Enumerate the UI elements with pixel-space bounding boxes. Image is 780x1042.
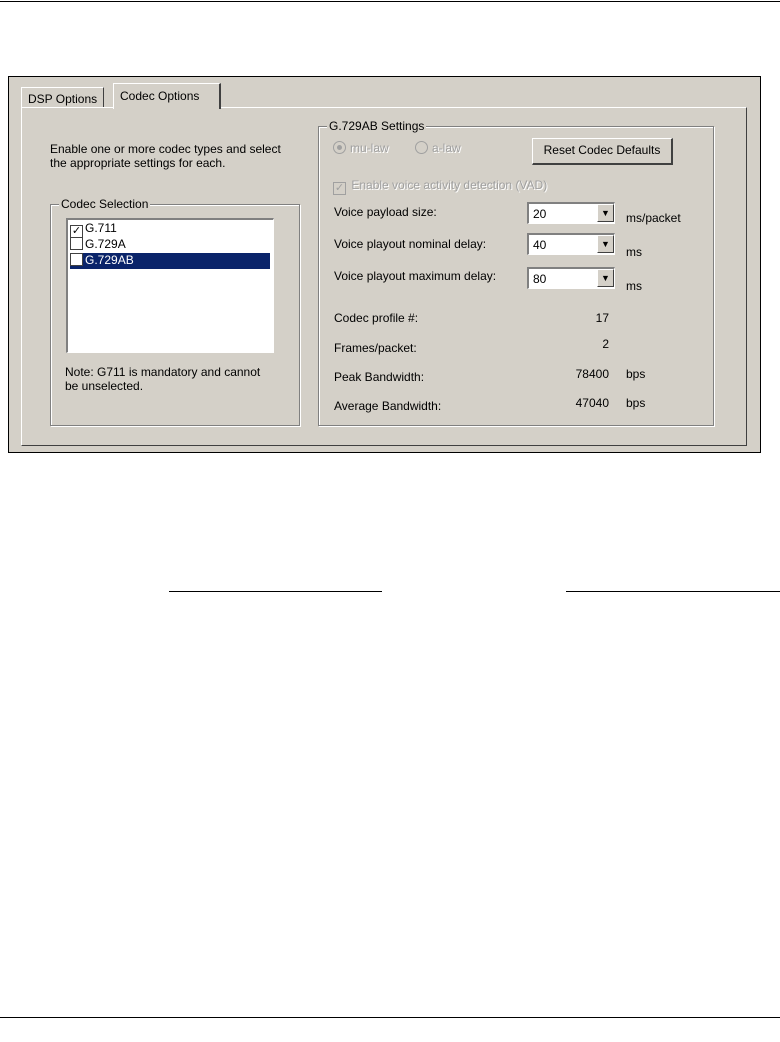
mandatory-note: Note: G711 is mandatory and cannot be unselected. [65,365,261,393]
tab-codec-options[interactable] [113,83,221,109]
reset-codec-defaults-button[interactable]: Reset Codec Defaults [532,138,673,165]
average-bandwidth-label: Average Bandwidth: [334,399,442,413]
mulaw-radio[interactable] [333,141,389,155]
g711-checkbox[interactable]: ✓ [71,225,82,237]
vad-checkbox-label: Enable voice activity detection (VAD) [351,178,548,192]
codec-settings-legend: G.729AB Settings [329,119,425,133]
codec-profile-label: Codec profile #: [334,311,419,325]
mulaw-radio-label: mu-law [350,141,389,155]
vad-checkbox-box: ✓ [334,182,345,194]
average-bandwidth-unit: bps [626,396,646,410]
maximum-delay-value: 80 [533,272,547,286]
frames-packet-label: Frames/packet: [334,341,417,355]
g729a-checkbox[interactable] [70,237,83,250]
maximum-delay-select[interactable] [527,267,615,289]
list-item-g729a[interactable] [70,237,270,253]
codec-listbox[interactable] [66,218,274,353]
blank-line-right [566,591,780,592]
peak-bandwidth-label: Peak Bandwidth: [334,370,425,384]
list-item-label: G.711 [85,221,117,235]
alaw-radio-label: a-law [432,141,461,155]
top-rule [0,1,780,2]
chevron-down-icon[interactable]: ▼ [597,269,614,287]
bottom-rule [0,1017,780,1018]
tab-codec-options-label: Codec Options [120,89,200,103]
nominal-delay-label: Voice playout nominal delay: [334,237,487,251]
payload-size-select[interactable] [527,202,615,224]
payload-label: Voice payload size: [334,205,437,219]
list-item-label: G.729AB [85,253,134,267]
nominal-delay-value: 40 [533,238,547,252]
tab-dsp-options[interactable] [21,87,104,108]
nominal-delay-unit: ms [626,245,642,259]
list-item-g729ab[interactable] [70,253,270,269]
mulaw-radio-indicator [333,141,346,154]
maximum-delay-label: Voice playout maximum delay: [334,269,497,283]
peak-bandwidth-unit: bps [626,367,646,381]
frames-packet-value: 2 [602,337,609,351]
maximum-delay-unit: ms [626,279,642,293]
codec-options-panel [21,107,747,446]
codec-selection-legend: Codec Selection [61,197,149,211]
codec-selection-group [50,197,300,426]
codec-settings-group [318,119,714,426]
codec-options-dialog [8,76,761,453]
alaw-radio[interactable] [415,141,461,155]
chevron-down-icon[interactable]: ▼ [597,235,614,253]
payload-unit: ms/packet [626,211,681,225]
list-item-g711[interactable] [70,221,270,237]
blank-line-left [169,591,382,592]
average-bandwidth-value: 47040 [575,396,609,410]
payload-size-value: 20 [533,207,547,221]
list-item-label: G.729A [85,237,126,251]
alaw-radio-indicator [415,141,428,154]
codec-profile-value: 17 [595,311,609,325]
tab-dsp-options-label: DSP Options [28,92,98,106]
intro-text: Enable one or more codec types and select the appropriate settings for each. [50,142,281,170]
peak-bandwidth-value: 78400 [575,367,609,381]
chevron-down-icon[interactable]: ▼ [597,204,614,222]
g729ab-checkbox[interactable] [70,253,83,266]
nominal-delay-select[interactable] [527,233,615,255]
vad-checkbox[interactable] [333,178,547,195]
